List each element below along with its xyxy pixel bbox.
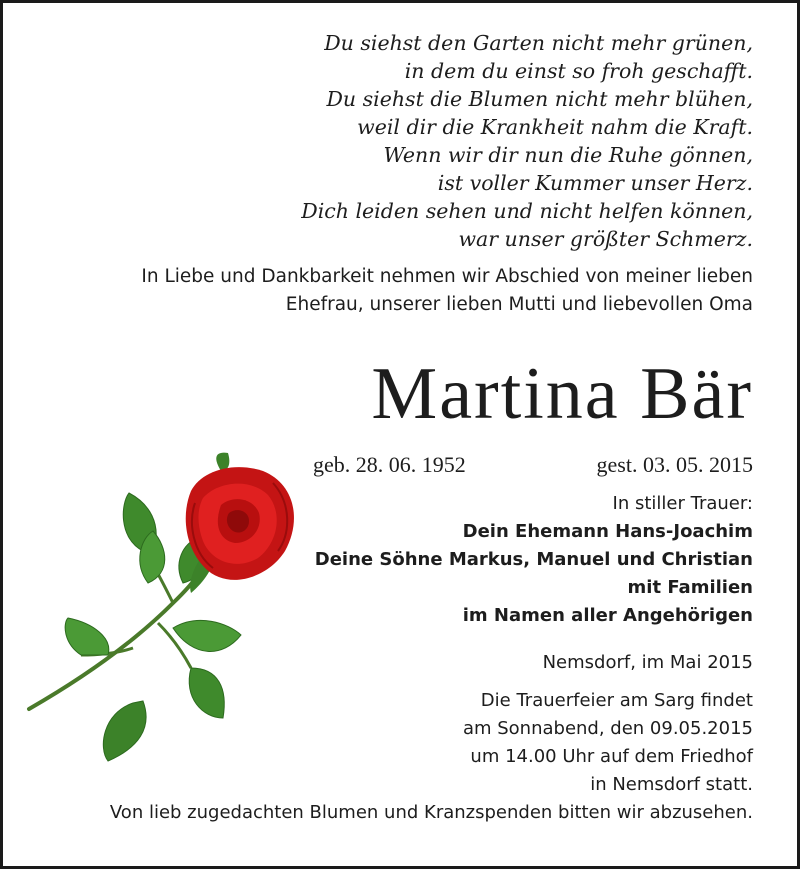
poem-line: Du siehst den Garten nicht mehr grünen, (324, 31, 753, 55)
closing-note: Von lieb zugedachten Blumen und Kranzspenden bitten wir abzusehen. (109, 802, 753, 823)
poem-line: Du siehst die Blumen nicht mehr blühen, (326, 87, 753, 111)
mourner-line: im Namen aller Angehörigen (462, 605, 753, 626)
mourner-line: Deine Söhne Markus, Manuel und Christian (314, 549, 753, 570)
deceased-name: Martina Bär (371, 353, 753, 435)
place-date: Nemsdorf, im Mai 2015 (542, 652, 753, 673)
funeral-line: in Nemsdorf statt. (590, 774, 753, 795)
poem-line: war unser größter Schmerz. (458, 227, 753, 251)
funeral-line: Die Trauerfeier am Sarg findet (480, 690, 753, 711)
funeral-line: um 14.00 Uhr auf dem Friedhof (470, 746, 753, 767)
death-date: gest. 03. 05. 2015 (596, 452, 753, 477)
intro-line: Ehefrau, unserer lieben Mutti und liebevollen Oma (285, 294, 753, 315)
mourner-line: Dein Ehemann Hans-Joachim (462, 521, 753, 542)
poem-line: weil dir die Krankheit nahm die Kraft. (357, 115, 753, 139)
intro-line: In Liebe und Dankbarkeit nehmen wir Abschied von meiner lieben (141, 266, 753, 287)
poem-line: Dich leiden sehen und nicht helfen können, (301, 199, 753, 223)
poem-line: Wenn wir dir nun die Ruhe gönnen, (383, 143, 753, 167)
poem (153, 29, 753, 253)
funeral-line: am Sonnabend, den 09.05.2015 (462, 718, 753, 739)
mourners-block (233, 490, 753, 630)
poem-line: in dem du einst so froh geschafft. (404, 59, 753, 83)
birth-date: geb. 28. 06. 1952 (313, 452, 466, 477)
funeral-info (313, 687, 753, 799)
poem-line: ist voller Kummer unser Herz. (437, 171, 753, 195)
mourners-heading: In stiller Trauer: (612, 493, 753, 514)
mourner-line: mit Familien (627, 577, 753, 598)
intro-text (33, 263, 753, 319)
